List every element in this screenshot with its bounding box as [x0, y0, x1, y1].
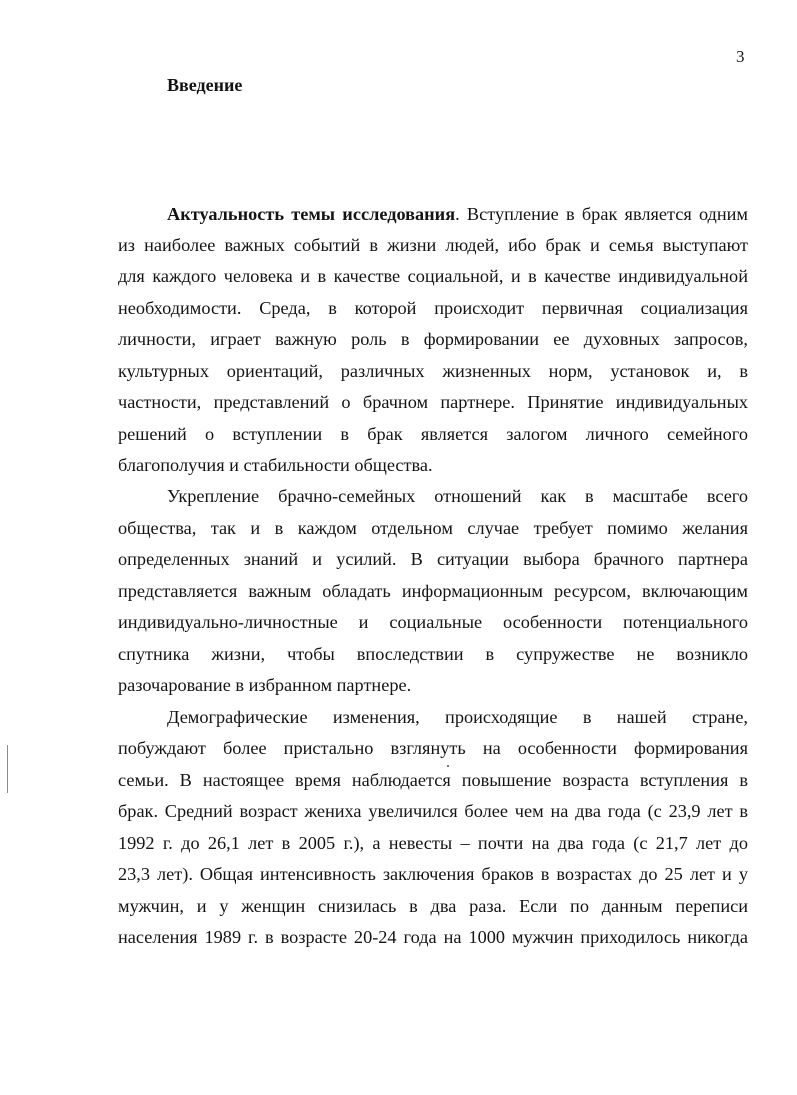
paragraph1-line-8: благополучия и стабильности общества.	[118, 455, 433, 475]
paragraph3-line-3: брак. Средний возраст жениха увеличился более чем на два года (с 23,9 лет в	[118, 801, 748, 821]
paragraph2-line-1: общества, так и в каждом отдельном случае требует помимо желания	[118, 518, 748, 538]
paragraph2-line-4: индивидуально-личностные и социальные особенности потенциального	[118, 612, 748, 632]
paragraph1-lead: Актуальность темы исследования	[167, 204, 456, 224]
section-heading: Введение	[167, 75, 243, 95]
paragraph3-line-6: мужчин, и у женщин снизилась в два раза. Если по данным переписи	[118, 896, 748, 916]
paragraph3-line-4: 1992 г. до 26,1 лет в 2005 г.), а невесты – почти на два года (с 21,7 лет до	[118, 833, 748, 853]
paragraph2-line-2: определенных знаний и усилий. В ситуации выбора брачного партнера	[118, 549, 748, 569]
paragraph3-line-5: 23,3 лет). Общая интенсивность заключения браков в возрастах до 25 лет и у	[118, 864, 748, 884]
scan-dot-mark	[447, 765, 449, 767]
paragraph1-line-3: необходимости. Среда, в которой происходит первичная социализация	[118, 298, 748, 318]
paragraph2-line-5: спутника жизни, чтобы впоследствии в супружестве не возникло	[118, 644, 748, 664]
scan-margin-mark	[7, 745, 8, 793]
paragraph2-line-6: разочарование в избранном партнере.	[118, 675, 412, 695]
paragraph1-line-0-text: . Вступление в брак является одним	[455, 204, 748, 224]
paragraph1-line-4: личности, играет важную роль в формировании ее духовных запросов,	[118, 329, 748, 349]
paragraph3-line-1: побуждают более пристально взглянуть на особенности формирования	[118, 738, 748, 758]
paragraph1-line-2: для каждого человека и в качестве социальной, и в качестве индивидуальной	[118, 266, 748, 286]
paragraph1-line-5: культурных ориентаций, различных жизненных норм, установок и, в	[118, 361, 748, 381]
paragraph2-line-0: Укрепление брачно-семейных отношений как в масштабе всего	[167, 486, 748, 506]
paragraph1-line-0	[167, 203, 748, 225]
paragraph2-line-3: представляется важным обладать информационным ресурсом, включающим	[118, 581, 748, 601]
page-number: 3	[736, 47, 745, 66]
paragraph3-line-0: Демографические изменения, происходящие в нашей стране,	[167, 707, 748, 727]
paragraph1-line-6: частности, представлений о брачном партнере. Принятие индивидуальных	[118, 392, 748, 412]
paragraph3-line-2: семьи. В настоящее время наблюдается повышение возраста вступления в	[118, 770, 748, 790]
paragraph3-line-7: населения 1989 г. в возрасте 20-24 года на 1000 мужчин приходилось никогда	[118, 927, 748, 947]
paragraph1-line-1: из наиболее важных событий в жизни людей, ибо брак и семья выступают	[118, 235, 748, 255]
paragraph1-line-7: решений о вступлении в брак является залогом личного семейного	[118, 424, 748, 444]
